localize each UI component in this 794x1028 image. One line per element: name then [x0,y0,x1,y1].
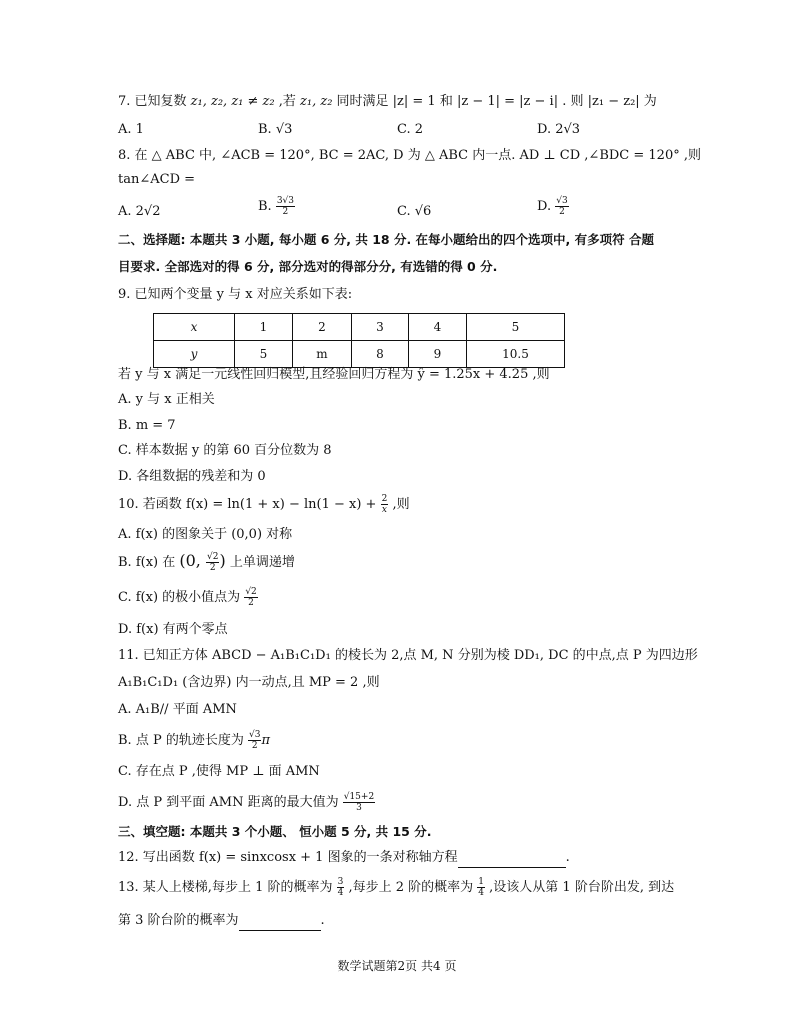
table-cell: 4 [409,314,467,341]
q10-option-c: C. f(x) 的极小值点为 $\frac{√2}{2}$ [118,587,257,608]
q9-option-b: B. m = 7 [118,418,176,433]
q10-option-a: A. f(x) 的图象关于 (0,0) 对称 [118,527,293,542]
q8-option-b: B. $\frac{3√3}{2}$ [258,196,295,217]
q8-option-b-fraction: $\frac{3√3}{2}$ [276,196,295,217]
q9-table [153,313,565,368]
q7-option-b: B. √3 [258,122,293,137]
section2-heading-line1: 二、选择题: 本题共 3 小题, 每小题 6 分, 共 18 分. 在每小题给出的四个选项中, 有多项符 合题 [118,232,655,247]
q12-stem: 12. 写出函数 f(x) = sinxcosx + 1 图象的一条对称轴方程 . [118,849,570,868]
table-cell: 2 [293,314,352,341]
table-row [154,314,565,341]
q11-stem-line1: 11. 已知正方体 ABCD − A₁B₁C₁D₁ 的棱长为 2,点 M, N 分别为棱 DD₁, DC 的中点,点 P 为四边形 [118,648,698,663]
q8-stem-line2: tan∠ACD = [118,172,196,187]
q8-option-c: C. √6 [397,204,432,219]
q8-option-a: A. 2√2 [118,204,161,219]
q11-option-b-fraction: $\frac{√3}{2}$ [248,730,261,751]
table-cell: 3 [352,314,409,341]
q11-option-a: A. A₁B// 平面 AMN [118,702,237,717]
table-cell: 5 [235,341,293,368]
q7-stem: 7. 已知复数 z₁, z₂, z₁ ≠ z₂ ,若 z₁, z₂ 同时满足 |z| = 1 和 |z − 1| = |z − i| . 则 |z₁ − z₂| 为 [118,94,657,109]
q9-after-table: 若 y 与 x 满足一元线性回归模型,且经验回归方程为 ŷ = 1.25x + 4.25 ,则 [118,367,550,382]
q10-option-b-fraction: $\frac{√2}{2}$ [206,552,219,573]
q11-option-c: C. 存在点 P ,使得 MP ⊥ 面 AMN [118,764,320,779]
q11-option-d-fraction: $\frac{√15+2}{3}$ [343,792,375,813]
q12-answer-blank[interactable] [458,849,566,868]
table-cell: 1 [235,314,293,341]
q10-option-b: B. f(x) 在 (0, $\frac{√2}{2}$ ) 上单调递增 [118,551,295,573]
q11-option-b: B. 点 P 的轨迹长度为 $\frac{√3}{2}$ π [118,730,270,751]
q8-stem-line1: 8. 在 △ ABC 中, ∠ACB = 120°, BC = 2AC, D 为 △ ABC 内一点. AD ⊥ CD ,∠BDC = 120° ,则 [118,148,701,163]
q11-option-d: D. 点 P 到平面 AMN 距离的最大值为 $\frac{√15+2}{3}$ [118,792,375,813]
section2-heading-line2: 目要求. 全部选对的得 6 分, 部分选对的得部分分, 有选错的得 0 分. [118,259,498,274]
q13-stem-line1: 13. 某人上楼梯,每步上 1 阶的概率为 $\frac{3}{4}$ ,每步上 2 阶的概率为 $\frac{1}{4}$ ,设该人从第 1 阶台阶出发, 到达 [118,877,675,898]
table-cell: y [154,341,235,368]
table-cell: m [293,341,352,368]
q10-option-c-fraction: $\frac{√2}{2}$ [245,587,257,608]
q10-stem-fraction: $\frac{2}{x}$ [381,494,388,515]
q9-option-c: C. 样本数据 y 的第 60 百分位数为 8 [118,443,332,458]
table-cell: 10.5 [467,341,565,368]
q7-option-d: D. 2√3 [537,122,581,137]
q9-option-a: A. y 与 x 正相关 [118,392,215,407]
section3-heading: 三、填空题: 本题共 3 个小题、 恒小题 5 分, 共 15 分. [118,824,432,839]
q7-option-a: A. 1 [118,122,144,137]
table-row [154,341,565,368]
q8-option-d: D. $\frac{√3}{2}$ [537,196,568,217]
table-cell: x [154,314,235,341]
table-cell: 5 [467,314,565,341]
q13-stem-line2: 第 3 阶台阶的概率为 . [118,912,325,931]
q7-option-c: C. 2 [397,122,424,137]
q11-stem-line2: A₁B₁C₁D₁ (含边界) 内一动点,且 MP = 2 ,则 [118,675,380,690]
table-cell: 9 [409,341,467,368]
q8-option-d-fraction: $\frac{√3}{2}$ [556,196,568,217]
page-footer: 数学试题第2页 共4 页 [337,959,457,973]
q13-fraction-2: $\frac{1}{4}$ [478,877,485,898]
q9-option-d: D. 各组数据的残差和为 0 [118,469,266,484]
q9-stem: 9. 已知两个变量 y 与 x 对应关系如下表: [118,287,353,302]
q13-answer-blank[interactable] [239,912,321,931]
table-cell: 8 [352,341,409,368]
q10-option-d: D. f(x) 有两个零点 [118,622,228,637]
q13-fraction-1: $\frac{3}{4}$ [337,877,344,898]
q10-stem: 10. 若函数 f(x) = ln(1 + x) − ln(1 − x) + $\frac{2}{x}$ ,则 [118,494,410,515]
